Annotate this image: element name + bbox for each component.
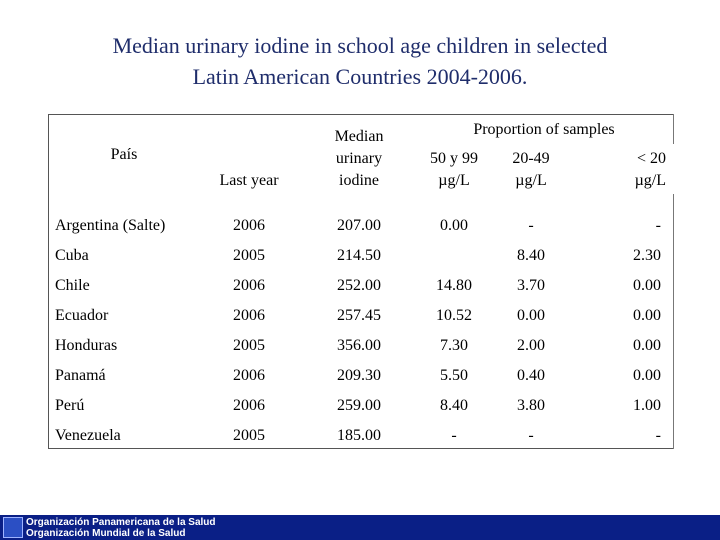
- cell-last-year: 2006: [233, 397, 265, 414]
- cell-last-year: 2006: [233, 367, 265, 384]
- table-row: [49, 241, 674, 271]
- cell-proportion-50-99: 14.80: [436, 277, 472, 294]
- header-median-line-3: iodine: [339, 172, 379, 189]
- header-proportion: Proportion of samples: [473, 121, 615, 138]
- cell-proportion-20-49: 3.70: [517, 277, 545, 294]
- cell-last-year: 2005: [233, 337, 265, 354]
- cell-proportion-under-20: 0.00: [633, 337, 661, 354]
- cell-last-year: 2006: [233, 277, 265, 294]
- cell-country: Chile: [55, 277, 90, 294]
- cell-country: Cuba: [55, 247, 89, 264]
- iodine-table: [48, 114, 673, 449]
- cell-proportion-20-49: -: [528, 217, 534, 234]
- cell-median-iodine: 209.30: [337, 367, 381, 384]
- cell-proportion-under-20: -: [655, 217, 661, 234]
- cell-proportion-under-20: 0.00: [633, 367, 661, 384]
- cell-proportion-20-49: 0.00: [517, 307, 545, 324]
- cell-proportion-20-49: 3.80: [517, 397, 545, 414]
- cell-median-iodine: 356.00: [337, 337, 381, 354]
- cell-median-iodine: 259.00: [337, 397, 381, 414]
- table-row: [49, 391, 674, 421]
- cell-proportion-under-20: -: [655, 427, 661, 444]
- cell-median-iodine: 185.00: [337, 427, 381, 444]
- cell-median-iodine: 252.00: [337, 277, 381, 294]
- org-name-line-1: Organización Panamericana de la Salud: [26, 517, 216, 528]
- cell-proportion-50-99: 8.40: [440, 397, 468, 414]
- cell-country: Perú: [55, 397, 85, 414]
- slide-title-line-1: Median urinary iodine in school age children in selected: [112, 33, 608, 58]
- cell-proportion-20-49: 8.40: [517, 247, 545, 264]
- slide-title-line-2: Latin American Countries 2004-2006.: [192, 64, 528, 89]
- cell-proportion-under-20: 2.30: [633, 247, 661, 264]
- cell-last-year: 2006: [233, 217, 265, 234]
- cell-proportion-50-99: -: [451, 427, 457, 444]
- header-median-line-1: Median: [334, 128, 384, 145]
- table-row: [49, 271, 674, 301]
- table-row: [49, 211, 674, 241]
- cell-last-year: 2005: [233, 427, 265, 444]
- header-p2-line-1: 20-49: [512, 150, 550, 167]
- cell-proportion-50-99: 0.00: [440, 217, 468, 234]
- cell-proportion-under-20: 0.00: [633, 277, 661, 294]
- table-row: [49, 361, 674, 391]
- cell-median-iodine: 207.00: [337, 217, 381, 234]
- table-top-border: [49, 114, 674, 115]
- cell-proportion-50-99: 10.52: [436, 307, 472, 324]
- cell-proportion-under-20: 1.00: [633, 397, 661, 414]
- header-median-line-2: urinary: [335, 150, 383, 167]
- cell-proportion-50-99: 5.50: [440, 367, 468, 384]
- header-p1-line-2: µg/L: [438, 172, 470, 189]
- cell-proportion-20-49: 0.40: [517, 367, 545, 384]
- header-p2-line-2: µg/L: [515, 172, 547, 189]
- cell-country: Argentina (Salte): [55, 217, 166, 234]
- cell-proportion-50-99: 7.30: [440, 337, 468, 354]
- header-p3-line-2: µg/L: [634, 172, 666, 189]
- cell-proportion-under-20: 0.00: [633, 307, 661, 324]
- cell-proportion-20-49: -: [528, 427, 534, 444]
- slide-title: [0, 30, 720, 92]
- footer-bar: [0, 515, 720, 540]
- header-p1-line-1: 50 y 99: [430, 150, 478, 167]
- cell-proportion-20-49: 2.00: [517, 337, 545, 354]
- table-right-border-header: [673, 114, 674, 144]
- cell-median-iodine: 214.50: [337, 247, 381, 264]
- paho-logo-icon: [3, 517, 23, 538]
- table-row: [49, 331, 674, 361]
- cell-country: Ecuador: [55, 307, 109, 324]
- table-row: [49, 301, 674, 331]
- table-row: [49, 421, 674, 451]
- header-p3-line-1: < 20: [636, 150, 666, 167]
- cell-country: Panamá: [55, 367, 106, 384]
- cell-last-year: 2006: [233, 307, 265, 324]
- cell-last-year: 2005: [233, 247, 265, 264]
- header-last-year: Last year: [219, 172, 279, 189]
- header-country: País: [110, 146, 138, 163]
- cell-country: Honduras: [55, 337, 118, 354]
- org-name-line-2: Organización Mundial de la Salud: [26, 528, 186, 539]
- cell-median-iodine: 257.45: [337, 307, 381, 324]
- cell-country: Venezuela: [55, 427, 121, 444]
